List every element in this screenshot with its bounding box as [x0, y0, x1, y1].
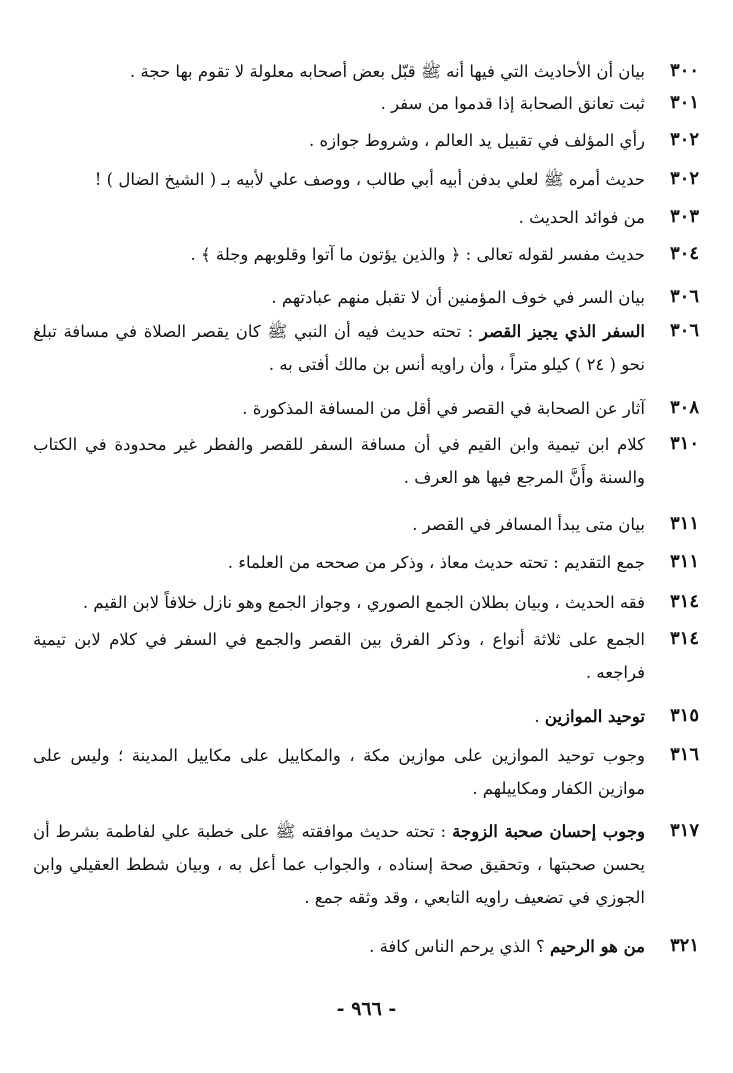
- index-entry: [33, 586, 699, 619]
- entry-page-number: ٣٠٠: [669, 60, 699, 81]
- index-entry: [33, 392, 699, 425]
- entry-text: [33, 623, 645, 689]
- entry-page-number: ٣١٥: [669, 705, 699, 726]
- entry-text: [33, 739, 645, 805]
- entry-page-number: ٣٢١: [669, 935, 699, 956]
- entry-page-number: ٣١١: [669, 551, 699, 572]
- entry-text: [33, 315, 645, 381]
- entry-page-number: ٣١٤: [669, 591, 699, 612]
- entry-description: حديث مفسر لقوله تعالى : ﴿ والذين يؤتون ما آتوا وقلوبهم وجلة ﴾ .: [190, 245, 645, 264]
- entry-page-number: ٣٠٤: [669, 243, 699, 264]
- entry-description: ثبت تعانق الصحابة إذا قدموا من سفر .: [380, 94, 645, 113]
- entry-heading: توحيد الموازين: [544, 707, 645, 726]
- entry-text: [33, 586, 645, 619]
- entry-page-number: ٣١٠: [669, 433, 699, 454]
- entry-text: [33, 55, 645, 88]
- entry-page-number: ٣٠٣: [669, 206, 699, 227]
- entry-text: [33, 238, 645, 271]
- entry-text: [33, 930, 645, 963]
- entry-description: بيان السر في خوف المؤمنين أن لا تقبل منهم عبادتهم .: [271, 288, 645, 307]
- entry-text: [33, 281, 645, 314]
- entry-description: .: [534, 707, 545, 726]
- page-number-footer: - ٩٦٦ -: [336, 998, 397, 1020]
- index-entry: [33, 124, 699, 157]
- entry-description: جمع التقديم : تحته حديث معاذ ، وذكر من صححه من العلماء .: [227, 553, 645, 572]
- index-entry: [33, 238, 699, 271]
- index-entry: [33, 163, 699, 196]
- entry-text: [33, 508, 645, 541]
- entry-description: حديث أمره ﷺ لعلي بدفن أبيه أبي طالب ، ووصف علي لأبيه بـ ( الشيخ الضال ) !: [94, 170, 645, 189]
- entry-description: : تحته حديث موافقته ﷺ على خطبة علي لفاطمة بشرط أن يحسن صحبتها ، وتحقيق صحة إسناده ، والجواب عما أعل به ، وبيان شطط العقيلي وابن الجوزي في تضعيف راويه التابعي ، وقد وثقه جمع .: [33, 822, 645, 907]
- index-entry: [33, 428, 699, 494]
- entry-heading: السفر الذي يجيز القصر: [479, 322, 645, 341]
- entry-description: : تحته حديث فيه أن النبي ﷺ كان يقصر الصلاة في مسافة تبلغ نحو ( ٢٤ ) كيلو متراً ، وأن راويه أنس بن مالك أفتى به .: [33, 322, 645, 374]
- entry-page-number: ٣١٧: [669, 820, 699, 841]
- entry-page-number: ٣١٦: [669, 744, 699, 765]
- entry-description: بيان متى يبدأ المسافر في القصر .: [412, 515, 645, 534]
- entry-page-number: ٣٠٦: [669, 286, 699, 307]
- entry-text: [33, 87, 645, 120]
- entry-page-number: ٣٠٢: [669, 168, 699, 189]
- entry-heading: وجوب إحسان صحبة الزوجة: [452, 822, 646, 841]
- entry-heading: من هو الرحيم: [550, 937, 645, 956]
- index-entry: [33, 815, 699, 914]
- entry-text: [33, 163, 645, 196]
- entry-text: [33, 546, 645, 579]
- index-entry: [33, 315, 699, 381]
- entry-page-number: ٣٠٦: [669, 320, 699, 341]
- entry-page-number: ٣٠٢: [669, 129, 699, 150]
- entry-page-number: ٣١١: [669, 513, 699, 534]
- index-entry: [33, 546, 699, 579]
- entry-description: رأي المؤلف في تقبيل يد العالم ، وشروط جوازه .: [309, 131, 645, 150]
- index-entry: [33, 87, 699, 120]
- entry-page-number: ٣١٤: [669, 628, 699, 649]
- entry-text: [33, 201, 645, 234]
- index-entry: [33, 739, 699, 805]
- entry-text: [33, 392, 645, 425]
- entry-description: من فوائد الحديث .: [518, 208, 645, 227]
- entry-text: [33, 124, 645, 157]
- index-entry: [33, 700, 699, 733]
- index-entry: [33, 930, 699, 963]
- entry-description: ؟ الذي يرحم الناس كافة .: [369, 937, 550, 956]
- index-entry: [33, 281, 699, 314]
- entry-description: فقه الحديث ، وبيان بطلان الجمع الصوري ، وجواز الجمع وهو نازل خلافاً لابن القيم .: [82, 593, 645, 612]
- entry-text: [33, 815, 645, 914]
- entry-description: وجوب توحيد الموازين على موازين مكة ، والمكاييل على مكاييل المدينة ؛ وليس على موازين الكفار ومكاييلهم .: [33, 746, 645, 798]
- index-entry: [33, 201, 699, 234]
- entry-description: كلام ابن تيمية وابن القيم في أن مسافة السفر للقصر والفطر غير محدودة في الكتاب والسنة وأَنَّ المرجع فيها هو العرف .: [33, 435, 645, 487]
- entry-page-number: ٣٠٨: [669, 397, 699, 418]
- entry-description: الجمع على ثلاثة أنواع ، وذكر الفرق بين القصر والجمع في السفر في كلام لابن تيمية فراجعه .: [33, 630, 645, 682]
- entry-text: [33, 700, 645, 733]
- entry-description: آثار عن الصحابة في القصر في أقل من المسافة المذكورة .: [242, 399, 645, 418]
- entry-page-number: ٣٠١: [669, 92, 699, 113]
- entry-description: بيان أن الأحاديث التي فيها أنه ﷺ قبّل بعض أصحابه معلولة لا تقوم بها حجة .: [129, 62, 645, 81]
- entry-text: [33, 428, 645, 494]
- index-entry: [33, 623, 699, 689]
- index-entry: [33, 55, 699, 88]
- index-entry: [33, 508, 699, 541]
